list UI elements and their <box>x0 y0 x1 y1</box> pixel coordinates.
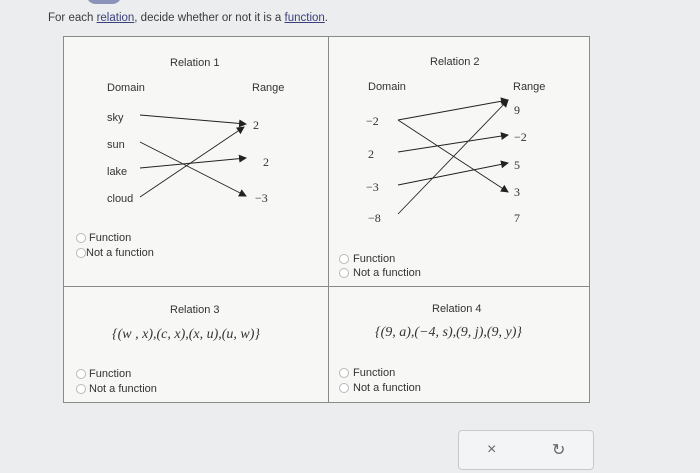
relation4-not-function-label[interactable]: Not a function <box>353 382 421 394</box>
relation1-range-item: 2 <box>253 118 259 132</box>
relation2-arrow <box>398 120 508 192</box>
relation2-range-item: −2 <box>514 130 527 144</box>
relation2-range-header: Range <box>513 81 546 93</box>
relation1-arrow <box>140 127 244 197</box>
relation3-function-radio[interactable] <box>76 369 86 379</box>
relation4-function-radio[interactable] <box>339 368 349 378</box>
relation1-arrow <box>140 142 246 196</box>
relation4-set: {(9, a),(−4, s),(9, j),(9, y)} <box>375 325 522 340</box>
relation1-range-header: Range <box>252 82 285 94</box>
clear-button[interactable]: × <box>487 441 497 458</box>
relation3-title: Relation 3 <box>170 304 220 316</box>
relation1-arrow <box>140 158 246 168</box>
relation2-range-item: 7 <box>514 211 520 225</box>
relation2-title: Relation 2 <box>430 56 480 68</box>
relation-link[interactable]: relation <box>96 12 135 24</box>
relation1-domain-item: sky <box>107 112 124 124</box>
relation1-domain-item: sun <box>107 139 125 151</box>
relation1-function-label[interactable]: Function <box>89 232 132 244</box>
prompt-text-3: . <box>324 12 328 24</box>
relation3-not-function-radio[interactable] <box>76 384 86 394</box>
answer-toolbar <box>458 430 594 470</box>
relation2-not-function-label[interactable]: Not a function <box>353 267 421 279</box>
undo-button[interactable]: ↻ <box>552 442 566 459</box>
relation1-domain-header: Domain <box>107 82 145 94</box>
relation1-range-item: −3 <box>255 191 268 205</box>
relation3-set: {(w , x),(c, x),(x, u),(u, w)} <box>112 327 261 342</box>
prompt-text-2: , decide whether or not it is a <box>134 12 285 24</box>
relation1-domain-item: cloud <box>107 193 134 205</box>
relation2-range-item: 3 <box>514 185 520 199</box>
relation2-domain-item: −8 <box>368 211 381 225</box>
relation1-arrow <box>140 115 246 124</box>
prompt-text-1: For each <box>48 12 97 24</box>
relation2-function-label[interactable]: Function <box>353 253 396 265</box>
relation2-range-item: 5 <box>514 158 520 172</box>
relation4-function-label[interactable]: Function <box>353 367 396 379</box>
relation2-domain-item: −2 <box>366 114 379 128</box>
function-link[interactable]: function <box>284 12 325 24</box>
relation4-title: Relation 4 <box>432 303 482 315</box>
relation2-arrow <box>398 135 508 152</box>
relation2-domain-header: Domain <box>368 81 406 93</box>
relation1-range-item: 2 <box>263 155 269 169</box>
relation1-title: Relation 1 <box>170 57 220 69</box>
relation2-domain-item: 2 <box>368 147 374 161</box>
relation2-range-item: 9 <box>514 103 520 117</box>
relation4-not-function-radio[interactable] <box>339 383 349 393</box>
relation1-not-function-label[interactable]: Not a function <box>86 247 154 259</box>
relation3-not-function-label[interactable]: Not a function <box>89 383 157 395</box>
relation2-domain-item: −3 <box>366 180 379 194</box>
relation1-domain-item: lake <box>107 166 128 178</box>
relation3-function-label[interactable]: Function <box>89 368 132 380</box>
